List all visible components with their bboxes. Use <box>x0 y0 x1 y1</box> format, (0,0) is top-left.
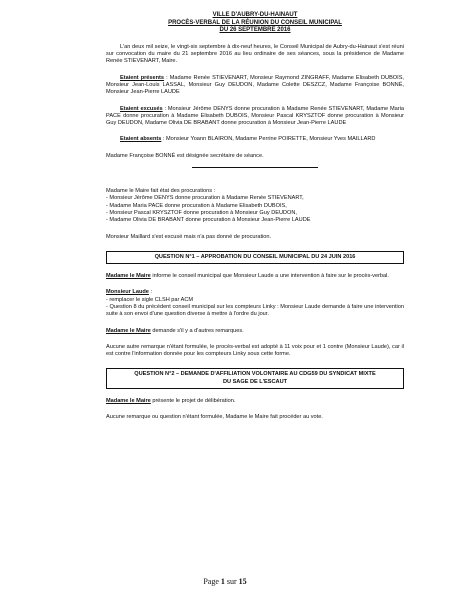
excuses-paragraph <box>106 106 404 128</box>
excuses-label: Etaient excusés <box>120 105 163 112</box>
header-city: VILLE D'AUBRY-DU-HAINAUT <box>212 12 298 18</box>
absents-label: Etaient absents <box>120 136 162 143</box>
procurations-block <box>106 188 404 224</box>
q2-maire-paragraph <box>106 398 404 405</box>
q1-maire-paragraph <box>106 273 404 280</box>
q2-maire-label: Madame le Maire <box>106 397 151 404</box>
procuration-item: - Monsieur Jérôme DENYS donne procuration à Madame Renée STIEVENART, <box>106 195 304 202</box>
q1-laude-line-2: - Question 8 du précédent conseil municipal sur les compteurs Linky : Monsieur Laude demande à faire une intervention suite à son envoi d'une question diverse à mettre à l'ordre du jour. <box>106 303 404 318</box>
q1-vote-paragraph: Aucune autre remarque n'étant formulée, le procès-verbal est adopté à 11 voix pour et 1 contre (Monsieur Laude), car il est contre l'information donnée pour les compteurs Linky sous cette forme. <box>106 343 404 358</box>
footer-page-word: Page <box>203 577 219 586</box>
page-footer <box>0 577 450 586</box>
q1-maire-remarks-text: demande s'il y a d'autres remarques. <box>150 327 244 334</box>
header-date: DU 26 SEPTEMBRE 2016 <box>219 27 291 34</box>
footer-page-number: 1 <box>220 577 225 586</box>
q1-laude-label: Monsieur Laude <box>106 289 149 296</box>
q1-maire-remarks <box>106 328 404 335</box>
secretaire-paragraph: Madame Françoise BONNÉ est désignée secrétaire de séance. <box>106 152 264 159</box>
document-body <box>106 12 404 421</box>
absents-paragraph <box>106 136 404 143</box>
q1-maire-label-2: Madame le Maire <box>106 327 151 334</box>
header-title: PROCÈS-VERBAL DE LA RÉUNION DU CONSEIL MUNICIPAL <box>168 19 342 26</box>
document-header <box>106 12 404 35</box>
excuses-text: : Monsieur Jérôme DENYS donne procuration à Madame Renée STIEVENART, Madame Maria PACE donne procuration à Madame Elisabeth DUBOIS, Monsieur Pascal KRYSZTOF donne procuration à Monsieur Guy DEUDON, Madame Olivia DE BRABANT donne procuration à Monsieur Jean-Pierre LAUDE <box>106 105 404 127</box>
maillard-paragraph: Monsieur Maillard s'est excusé mais n'a pas donné de procuration. <box>106 233 272 240</box>
presents-text: : Madame Renée STIEVENART, Monsieur Raymond ZINGRAFF, Madame Elisabeth DUBOIS, Monsieur Jean-Louis LASSAL, Monsieur Guy DEUDON, Madame Colette DESZCZ, Madame Françoise BONNÉ, Monsieur Jean-Pierre LAUDE <box>106 74 404 96</box>
question-2-title-line-1: QUESTION N°2 – DEMANDE D'AFFILIATION VOLONTAIRE AU CDG59 DU SYNDICAT MIXTE <box>134 371 376 378</box>
q1-laude-line-1: - remplacer le sigle CLSH par ACM <box>106 296 194 303</box>
q2-vote-paragraph: Aucune remarque ou question n'étant formulée, Madame le Maire fait procéder au vote. <box>106 414 323 421</box>
procuration-item: - Madame Maria PACE donne procuration à Madame Elisabeth DUBOIS, <box>106 202 287 209</box>
procuration-item: - Monsieur Pascal KRYSZTOF donne procuration à Monsieur Guy DEUDON, <box>106 209 297 216</box>
presents-label: Etaient présents <box>120 74 165 81</box>
footer-of-word: sur <box>226 577 237 586</box>
question-1-title: QUESTION N°1 – APPROBATION DU CONSEIL MUNICIPAL DU 24 JUIN 2016 <box>106 251 404 264</box>
procurations-intro: Madame le Maire fait état des procurations : <box>106 188 216 195</box>
q1-maire-text: informe le conseil municipal que Monsieur Laude a une intervention à faire sur le procès-verbal. <box>150 273 389 280</box>
q1-maire-label: Madame le Maire <box>106 273 151 280</box>
intro-paragraph: L'an deux mil seize, le vingt-six septembre à dix-neuf heures, le Conseil Municipal de Aubry-du-Hainaut s'est réuni sur convocation du maire du 21 septembre 2016 au lieu ordinaire de ses séances, sous la présidence de Madame Renée STIEVENART, Maire. <box>106 43 404 65</box>
presents-paragraph <box>106 75 404 97</box>
q1-laude-heading: Monsieur Laude : <box>106 289 152 296</box>
q2-maire-text: présente le projet de délibération. <box>150 397 236 404</box>
question-2-title <box>106 368 404 388</box>
question-2-title-line-2: DU SAGE DE L'ESCAUT <box>222 378 288 385</box>
footer-page-total: 15 <box>238 577 247 586</box>
absents-text: : Monsieur Yoann BLAIRON, Madame Perrine POIRETTE, Monsieur Yves MAILLARD <box>161 136 376 143</box>
procuration-item: - Madame Olivia DE BRABANT donne procuration à Monsieur Jean-Pierre LAUDE <box>106 217 311 224</box>
